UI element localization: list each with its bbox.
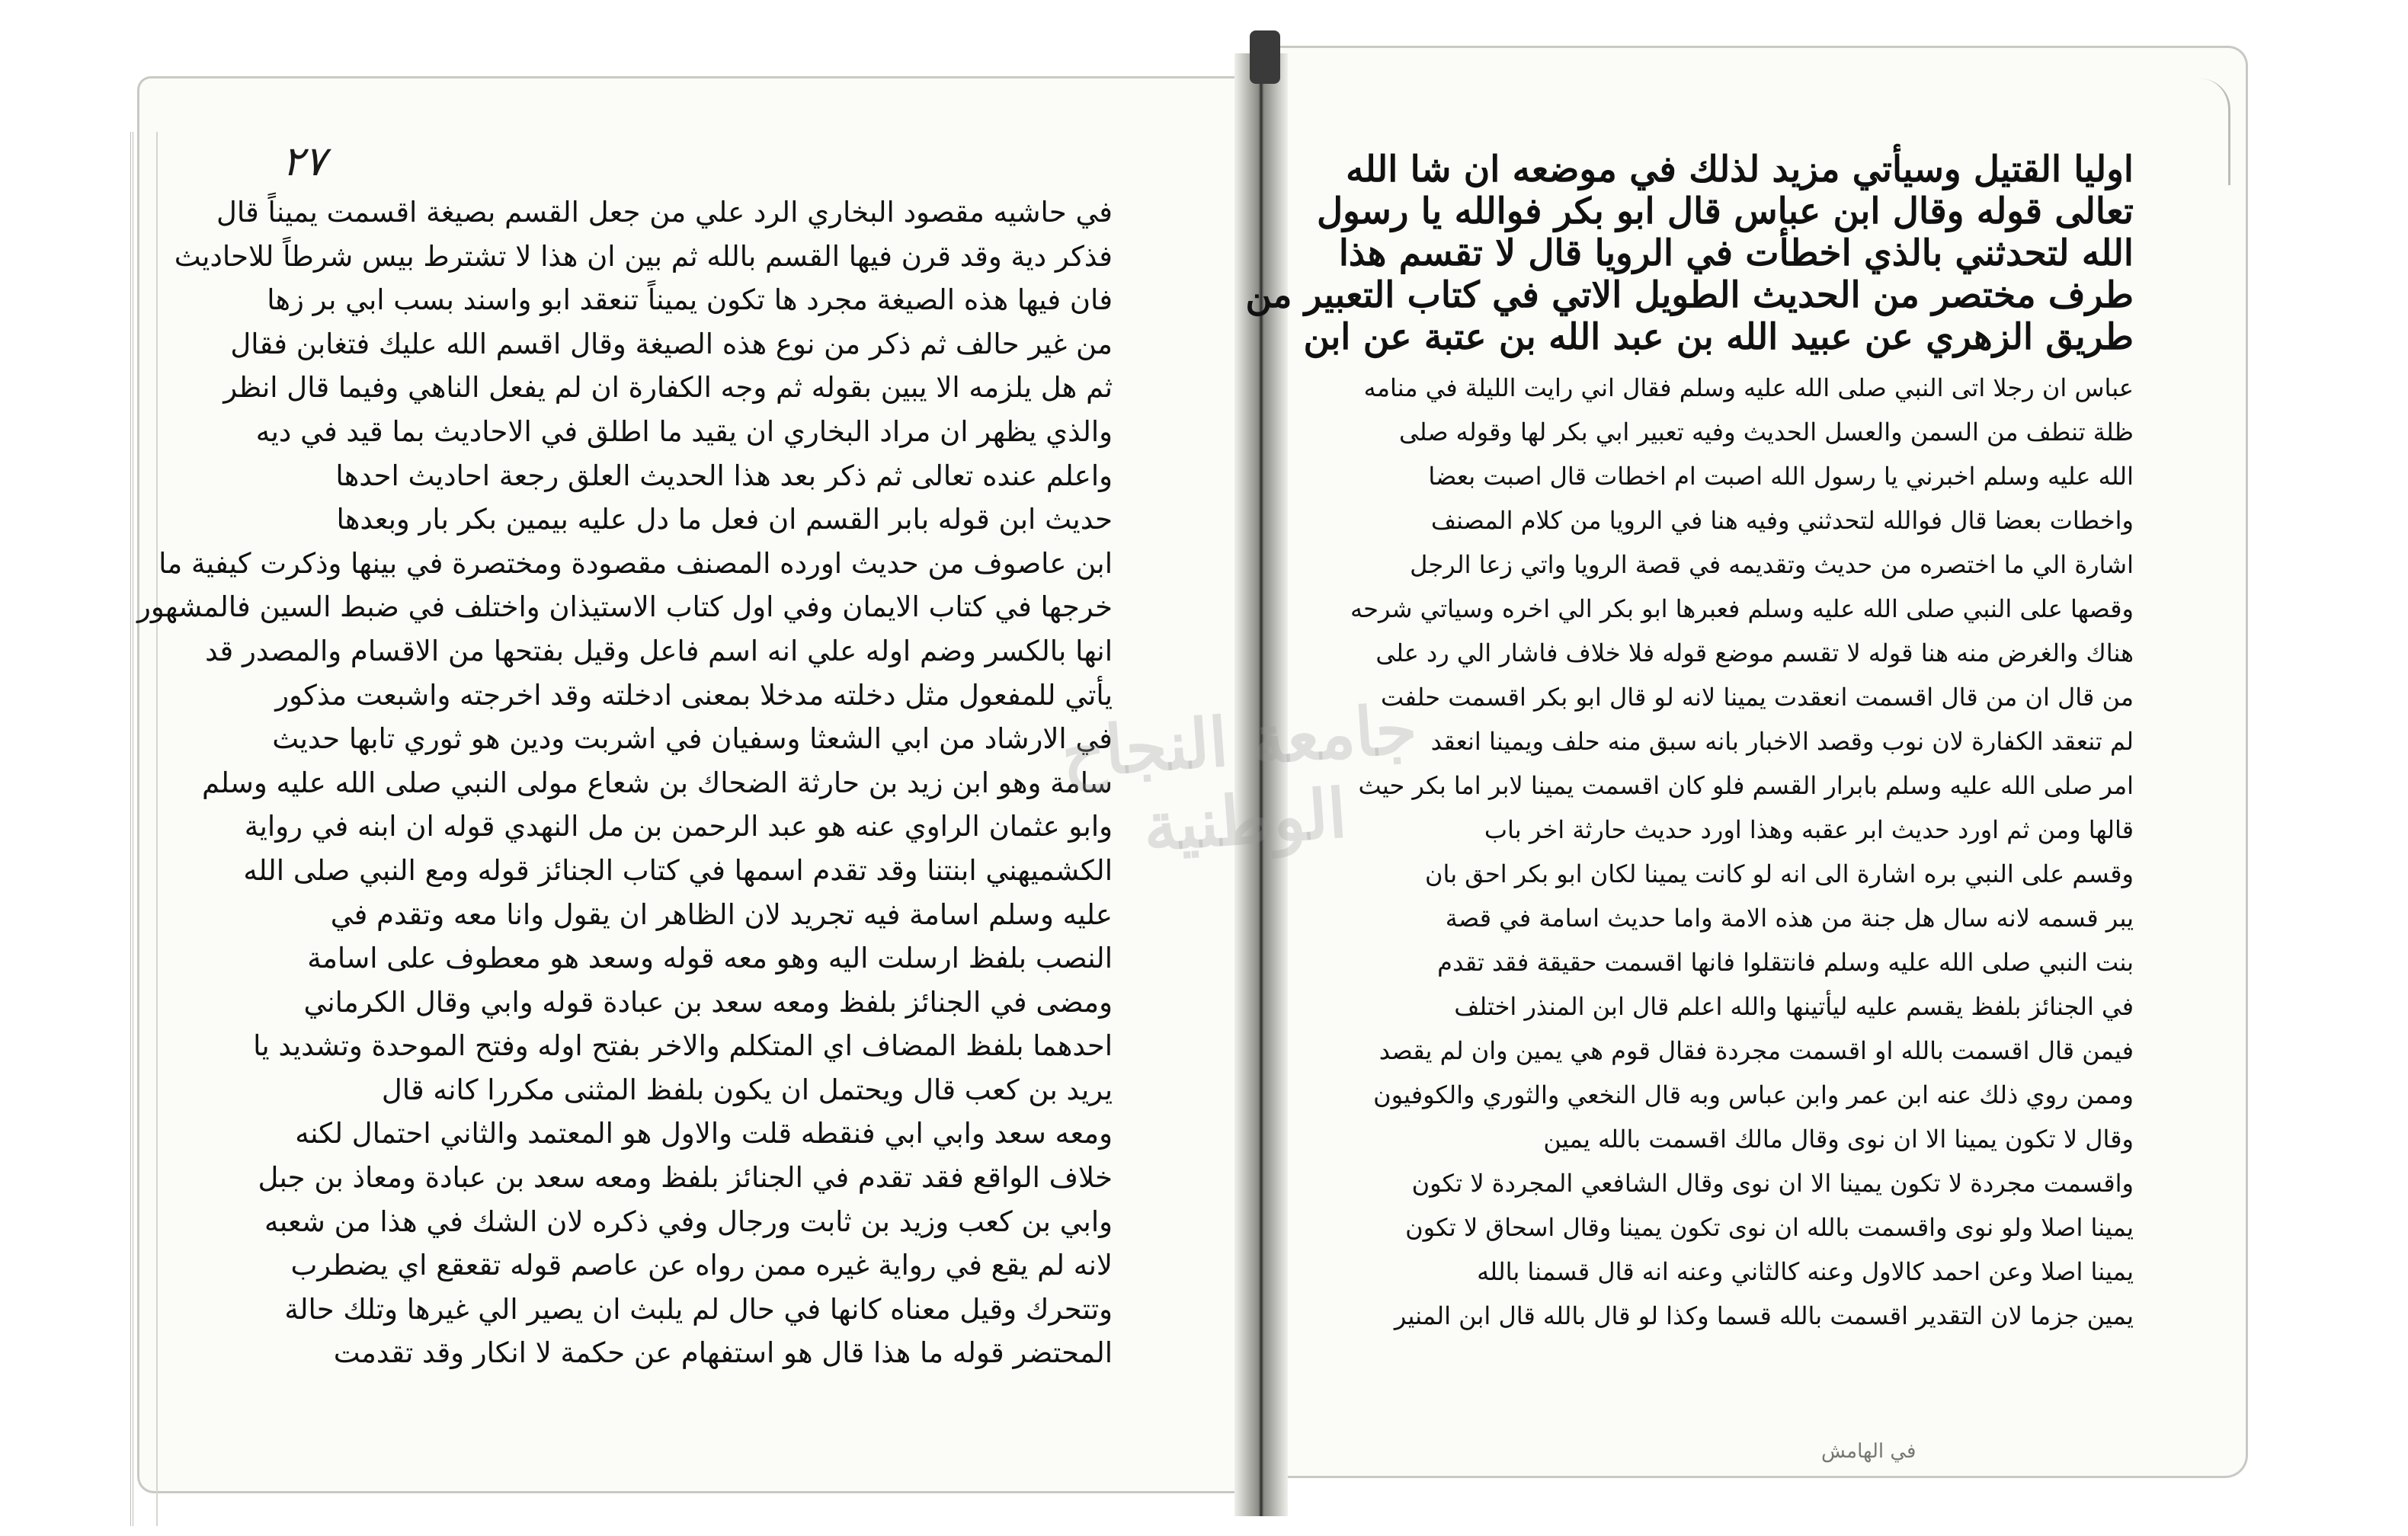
manuscript-line: ابن عاصوف من حديث اورده المصنف مقصودة ومختصرة في بينها وذكرت كيفية ما <box>159 546 1113 580</box>
manuscript-line: من غير حالف ثم ذكر من نوع هذه الصيغة وقال اقسم الله عليك فتغابن فقال <box>230 327 1113 360</box>
page-edges <box>130 132 158 1526</box>
manuscript-line: اوليا القتيل وسيأتي مزيد لذلك في موضعه ان شا الله <box>1346 149 2134 190</box>
manuscript-line: عليه وسلم اسامة فيه تجريد لان الظاهر ان يقول وانا معه وتقدم في <box>330 898 1113 931</box>
manuscript-line: واقسمت مجردة لا تكون يمينا الا ان نوى وقال الشافعي المجردة لا تكون <box>1411 1169 2134 1198</box>
left-page-text <box>137 190 1113 1375</box>
manuscript-line: عباس ان رجلا اتى النبي صلى الله عليه وسلم فقال اني رايت الليلة في منامه <box>1363 373 2134 402</box>
manuscript-line: لم تنعقد الكفارة لان نوب وقصد الاخبار بانه سبق منه حلف ويمينا انعقد <box>1430 727 2134 756</box>
manuscript-line: وابو عثمان الراوي عنه هو عبد الرحمن بن مل النهدي قوله ان ابنه في رواية <box>244 810 1113 843</box>
manuscript-line: سامة وهو ابن زيد بن حارثة الضحاك بن شعاع مولى النبي صلى الله عليه وسلم <box>202 766 1113 799</box>
manuscript-line: طرف مختصر من الحديث الطويل الاتي في كتاب التعبير من <box>1245 274 2134 316</box>
manuscript-line: فان فيها هذه الصيغة مجرد ها تكون يميناً تنعقد ابو واسند بسب ابي بر زها <box>267 283 1113 317</box>
manuscript-line: وقال لا تكون يمينا الا ان نوى وقال مالك اقسمت بالله يمين <box>1543 1125 2134 1154</box>
manuscript-line: يمينا اصلا ولو نوى واقسمت بالله ان نوى تكون يمينا وقال اسحاق لا تكون <box>1405 1213 2134 1242</box>
manuscript-line: وقسم على النبي بره اشارة الى انه لو كانت يمينا لكان ابو بكر احق بان <box>1424 859 2134 888</box>
manuscript-line: لانه لم يقع في رواية غيره ممن رواه عن عاصم قوله تقعقع اي يضطرب <box>290 1249 1113 1282</box>
manuscript-line: في الارشاد من ابي الشعثا وسفيان في اشربت ودين هو ثوري تابها حديث <box>272 722 1113 756</box>
manuscript-line: اشارة الي ما اختصره من حديث وتقديمه في قصة الرويا واتي زعا الرجل <box>1410 550 2134 579</box>
manuscript-line: وممن روي ذلك عنه ابن عمر وابن عباس وبه قال النخعي والثوري والكوفيون <box>1373 1080 2134 1109</box>
manuscript-line: وتتحرك وقيل معناه كانها في حال لم يلبث ان يصير الي غيرها وتلك حالة <box>284 1292 1113 1326</box>
manuscript-line: يمين جزما لان التقدير اقسمت بالله قسما وكذا لو قال بالله قال ابن المنير <box>1394 1301 2134 1330</box>
manuscript-line: وابي بن كعب وزيد بن ثابت ورجال وفي ذكره لان الشك في هذا من شعبه <box>264 1205 1113 1238</box>
manuscript-line: ثم هل يلزمه الا يبين بقوله ثم وجه الكفارة ان لم يفعل الناهي وفيما قال انظر <box>223 371 1113 405</box>
manuscript-line: يبر قسمه لانه سال هل جنة من هذه الامة واما حديث اسامة في قصة <box>1445 904 2134 933</box>
manuscript-line: فذكر دية وقد قرن فيها القسم بالله ثم بين ان هذا لا تشترط بيس شرطاً للاحاديث <box>174 239 1113 273</box>
manuscript-line: يأتي للمفعول مثل دخلته مدخلا بمعنى ادخلته وقد اخرجته واشبعت مذكور <box>275 678 1113 712</box>
right-page-heading-text <box>1219 149 2134 358</box>
manuscript-line: الله عليه وسلم اخبرني يا رسول الله اصبت ام اخطات قال اصبت بعضا <box>1428 462 2134 491</box>
manuscript-line: احدهما بلفظ المضاف اي المتكلم والاخر بفتح اوله وفتح الموحدة وتشديد يا <box>253 1029 1113 1063</box>
manuscript-line: واعلم عنده تعالى ثم ذكر بعد هذا الحديث العلق رجعة احاديث احدها <box>335 459 1113 492</box>
manuscript-line: امر صلى الله عليه وسلم بابرار القسم فلو كان اقسمت يمينا لابر اما بكر حيث <box>1358 771 2134 800</box>
manuscript-line: تعالى قوله وقال ابن عباس قال ابو بكر فوالله يا رسول <box>1316 190 2134 232</box>
manuscript-line: انها بالكسر وضم اوله علي انه اسم فاعل وقيل بفتحها من الاقسام والمصدر قد <box>205 634 1113 667</box>
margin-note: في الهامش <box>1821 1440 1916 1463</box>
manuscript-line: في حاشيه مقصود البخاري الرد علي من جعل القسم بصيغة اقسمت يميناً قال <box>216 196 1113 229</box>
manuscript-line: خلاف الواقع فقد تقدم في الجنائز بلفظ ومعه سعد بن عبادة ومعاذ بن جبل <box>258 1161 1113 1195</box>
manuscript-line: قالها ومن ثم اورد حديث ابر عقبه وهذا اورد حديث حارثة اخر باب <box>1484 815 2134 844</box>
manuscript-line: واخطات بعضا قال فوالله لتحدثني وفيه هنا في الرويا من كلام المصنف <box>1430 506 2134 535</box>
binding-spine <box>1250 30 1280 84</box>
page-number: ٢٧ <box>282 137 327 185</box>
manuscript-line: في الجنائز بلفظ يقسم عليه ليأتينها والله اعلم قال ابن المنذر اختلف <box>1454 992 2134 1021</box>
manuscript-line: ظلة تنطف من السمن والعسل الحديث وفيه تعبير ابي بكر لها وقوله صلى <box>1399 418 2134 446</box>
manuscript-line: بنت النبي صلى الله عليه وسلم فانتقلوا فانها اقسمت حقيقة فقد تقدم <box>1437 948 2134 977</box>
manuscript-line: وقصها على النبي صلى الله عليه وسلم فعبرها ابو بكر الي اخره وسياتي شرحه <box>1350 594 2134 623</box>
manuscript-line: حديث ابن قوله بابر القسم ان فعل ما دل عليه بيمين بكر بار وبعدها <box>336 503 1113 536</box>
manuscript-line: فيمن قال اقسمت بالله او اقسمت مجردة فقال قوم هي يمين وان لم يقصد <box>1379 1036 2134 1065</box>
manuscript-line: النصب بلفظ ارسلت اليه وهو معه قوله وسعد هو معطوف على اسامة <box>307 942 1113 975</box>
library-watermark: جامعة النجاح الوطنية <box>1058 688 1420 867</box>
manuscript-line: الكشميهني ابنتنا وقد تقدم اسمها في كتاب الجنائز قوله ومع النبي صلى الله <box>243 853 1113 887</box>
manuscript-line: من قال ان من قال اقسمت انعقدت يمينا لانه لو قال ابو بكر اقسمت حلفت <box>1381 683 2134 712</box>
manuscript-line: يريد بن كعب قال ويحتمل ان يكون بلفظ المثنى مكررا كانه قال <box>381 1073 1113 1106</box>
manuscript-line: ومضى في الجنائز بلفظ ومعه سعد بن عبادة قوله وابي وقال الكرماني <box>303 985 1113 1019</box>
manuscript-line: والذي يظهر ان مراد البخاري ان يقيد ما اطلق في الاحاديث بما قيد في ديه <box>255 414 1113 448</box>
manuscript-line: ومعه سعد وابي ابي فنقطه قلت والاول هو المعتمد والثاني احتمال لكنه <box>295 1117 1113 1150</box>
manuscript-line: المحتضر قوله ما هذا قال هو استفهام عن حكمة لا انكار وقد تقدمت <box>333 1336 1113 1370</box>
manuscript-line: طريق الزهري عن عبيد الله بن عبد الله بن عتبة عن ابن <box>1303 316 2134 358</box>
manuscript-line: هناك والغرض منه هنا قوله لا تقسم موضع قوله فلا خلاف فاشار الي رد على <box>1375 638 2134 667</box>
manuscript-line: خرجها في كتاب الايمان وفي اول كتاب الاستيذان واختلف في ضبط السين فالمشهور <box>137 590 1113 624</box>
manuscript-line: يمينا اصلا وعن احمد كالاول وعنه كالثاني وعنه انه قال قسمنا بالله <box>1477 1257 2134 1286</box>
right-page-body-text <box>1219 366 2134 1338</box>
manuscript-line: الله لتحدثني بالذي اخطأت في الرويا قال لا تقسم هذا <box>1338 232 2134 274</box>
page-corner-curl <box>2182 78 2230 185</box>
